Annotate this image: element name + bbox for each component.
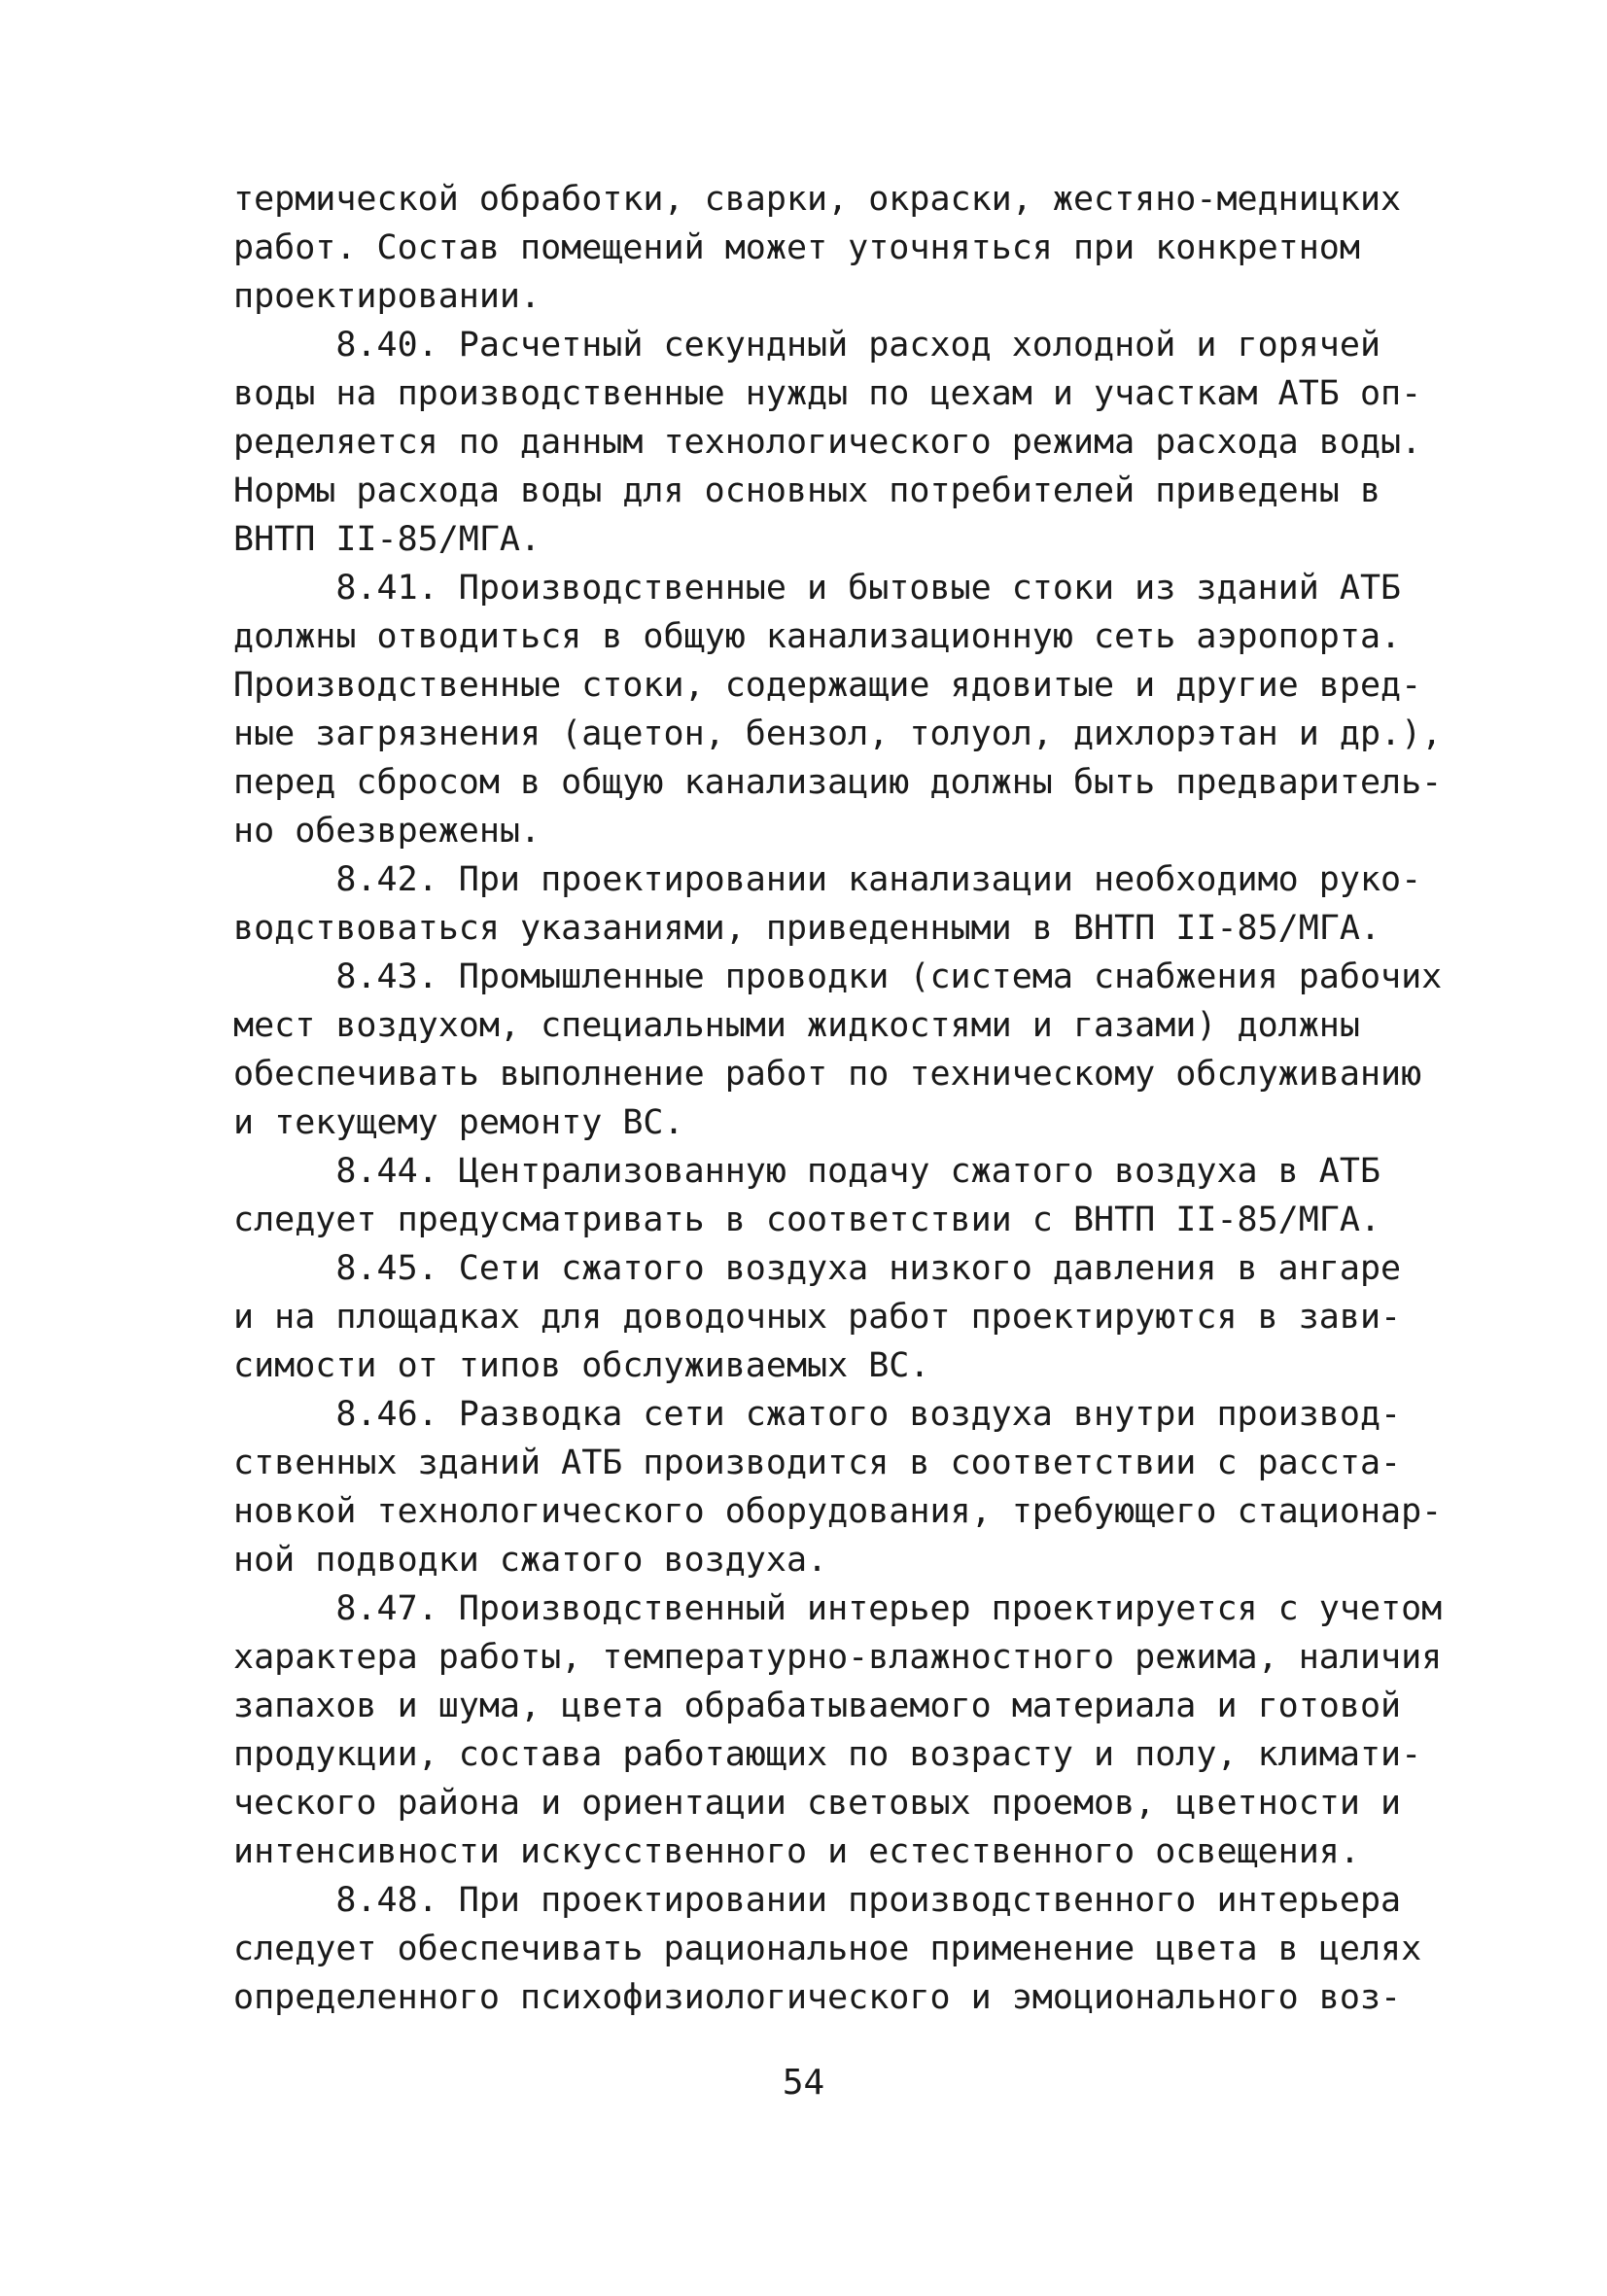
body-text [233, 175, 1443, 2022]
text-line: перед сбросом в общую канализацию должны быть предваритель- [233, 763, 1443, 802]
text-line: новкой технологического оборудования, требующего стационар- [233, 1492, 1443, 1531]
text-line: 8.44. Централизованную подачу сжатого воздуха в АТБ [233, 1152, 1381, 1191]
text-line: ческого района и ориентации световых проемов, цветности и [233, 1784, 1402, 1823]
text-line: но обезврежены. [233, 812, 541, 851]
text-line: и текущему ремонту ВС. [233, 1103, 684, 1142]
text-line: ной подводки сжатого воздуха. [233, 1541, 828, 1580]
text-line: ределяется по данным технологического режима расхода воды. [233, 423, 1422, 462]
text-line: ВНТП II-85/МГА. [233, 520, 541, 559]
text-line: определенного психофизиологического и эмоционального воз- [233, 1978, 1402, 2017]
text-line: мест воздухом, специальными жидкостями и газами) должны [233, 1006, 1360, 1045]
text-line: работ. Состав помещений может уточняться при конкретном [233, 228, 1360, 267]
text-line: 8.41. Производственные и бытовые стоки из зданий АТБ [233, 569, 1402, 608]
text-line: 8.47. Производственный интерьер проектируется с учетом [233, 1589, 1443, 1628]
text-line: следует обеспечивать рациональное применение цвета в целях [233, 1930, 1422, 1968]
text-line: проектировании. [233, 277, 541, 316]
text-line: ные загрязнения (ацетон, бензол, толуол, дихлорэтан и др.), [233, 714, 1443, 753]
text-line: 8.46. Разводка сети сжатого воздуха внутри производ- [233, 1395, 1402, 1434]
text-line: 8.43. Промышленные проводки (система снабжения рабочих [233, 957, 1443, 996]
text-line: следует предусматривать в соответствии с ВНТП II-85/МГА. [233, 1200, 1381, 1239]
text-line: обеспечивать выполнение работ по техническому обслуживанию [233, 1055, 1422, 1094]
text-line: 8.40. Расчетный секундный расход холодной и горячей [233, 326, 1381, 365]
text-line: Нормы расхода воды для основных потребителей приведены в [233, 471, 1381, 510]
text-line: должны отводиться в общую канализационную сеть аэропорта. [233, 617, 1402, 656]
text-line: продукции, состава работающих по возрасту и полу, климати- [233, 1735, 1422, 1774]
text-line: 8.42. При проектировании канализации необходимо руко- [233, 860, 1422, 899]
text-line: термической обработки, сварки, окраски, жестяно-медницких [233, 180, 1402, 219]
text-line: интенсивности искусственного и естественного освещения. [233, 1832, 1360, 1871]
text-line: водствоваться указаниями, приведенными в ВНТП II-85/МГА. [233, 909, 1381, 948]
text-line: и на площадках для доводочных работ проектируются в зави- [233, 1298, 1402, 1337]
text-line: симости от типов обслуживаемых ВС. [233, 1346, 930, 1385]
text-line: Производственные стоки, содержащие ядовитые и другие вред- [233, 666, 1422, 705]
text-line: характера работы, температурно-влажностного режима, наличия [233, 1638, 1443, 1677]
page-number: 54 [782, 2063, 825, 2103]
text-line: 8.45. Сети сжатого воздуха низкого давления в ангаре [233, 1249, 1402, 1288]
text-line: 8.48. При проектировании производственного интерьера [233, 1881, 1402, 1920]
text-line: ственных зданий АТБ производится в соответствии с расста- [233, 1444, 1402, 1482]
text-line: воды на производственные нужды по цехам и участкам АТБ оп- [233, 374, 1422, 413]
text-line: запахов и шума, цвета обрабатываемого материала и готовой [233, 1687, 1402, 1725]
